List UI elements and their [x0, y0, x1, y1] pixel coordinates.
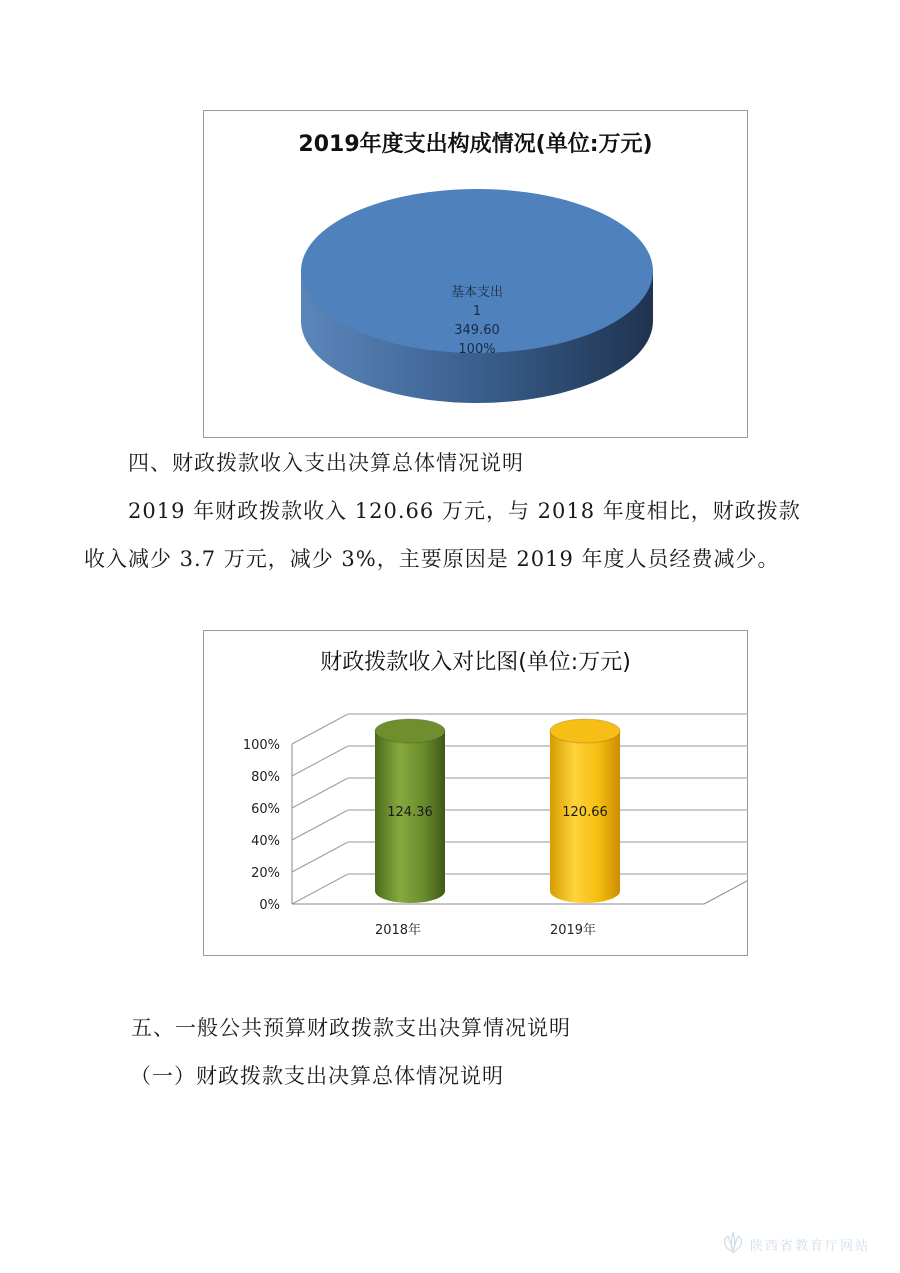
grid-diagonal [292, 810, 348, 840]
subsection-one-heading: （一）财政拨款支出决算总体情况说明 [130, 1064, 504, 1088]
pie-label-index: 1 [472, 304, 482, 319]
bar-cylinder-top-1 [375, 719, 445, 743]
grid-diagonal [292, 714, 348, 744]
y-tick-label: 100% [242, 738, 280, 753]
y-tick-label: 0% [259, 898, 280, 913]
y-tick-label: 20% [251, 866, 280, 881]
floor-edge [704, 874, 747, 904]
y-tick-label: 60% [251, 802, 280, 817]
section-five-heading: 五、一般公共预算财政拨款支出决算情况说明 [131, 1016, 571, 1040]
section-four-body-line-1: 2019 年财政拨款收入 120.66 万元，与 2018 年度相比，财政拨款 [128, 499, 801, 523]
x-category-label: 2018年 [374, 923, 422, 938]
pie-label-percent: 100% [458, 342, 496, 357]
site-watermark [720, 1232, 892, 1256]
bar-data-label: 120.66 [562, 805, 608, 820]
watermark-text: 陕西省教育厅网站 [750, 1239, 871, 1254]
bar-data-label: 124.36 [387, 805, 433, 820]
pie-label-value: 349.60 [454, 323, 500, 338]
grid-diagonal [292, 746, 348, 776]
y-tick-label: 40% [251, 834, 280, 849]
pie-chart-title: 2019年度支出构成情况(单位:万元) [298, 132, 653, 157]
bar-cylinder-top-2 [550, 719, 620, 743]
expenditure-pie-chart [203, 110, 748, 438]
flower-logo-icon [720, 1232, 746, 1254]
section-four-heading: 四、财政拨款收入支出决算总体情况说明 [128, 451, 524, 475]
pie-label-name: 基本支出 [450, 285, 504, 300]
pie-chart-svg [204, 111, 747, 437]
x-category-label: 2019年 [549, 923, 597, 938]
grid-diagonal [292, 874, 348, 904]
bar-chart-title: 财政拨款收入对比图(单位:万元) [320, 650, 631, 675]
grid-diagonal [292, 842, 348, 872]
appropriation-income-bar-chart [203, 630, 748, 956]
grid-diagonal [292, 778, 348, 808]
y-tick-label: 80% [251, 770, 280, 785]
section-four-body-line-2: 收入减少 3.7 万元，减少 3%，主要原因是 2019 年度人员经费减少。 [84, 547, 780, 571]
bar-chart-svg [204, 631, 747, 955]
